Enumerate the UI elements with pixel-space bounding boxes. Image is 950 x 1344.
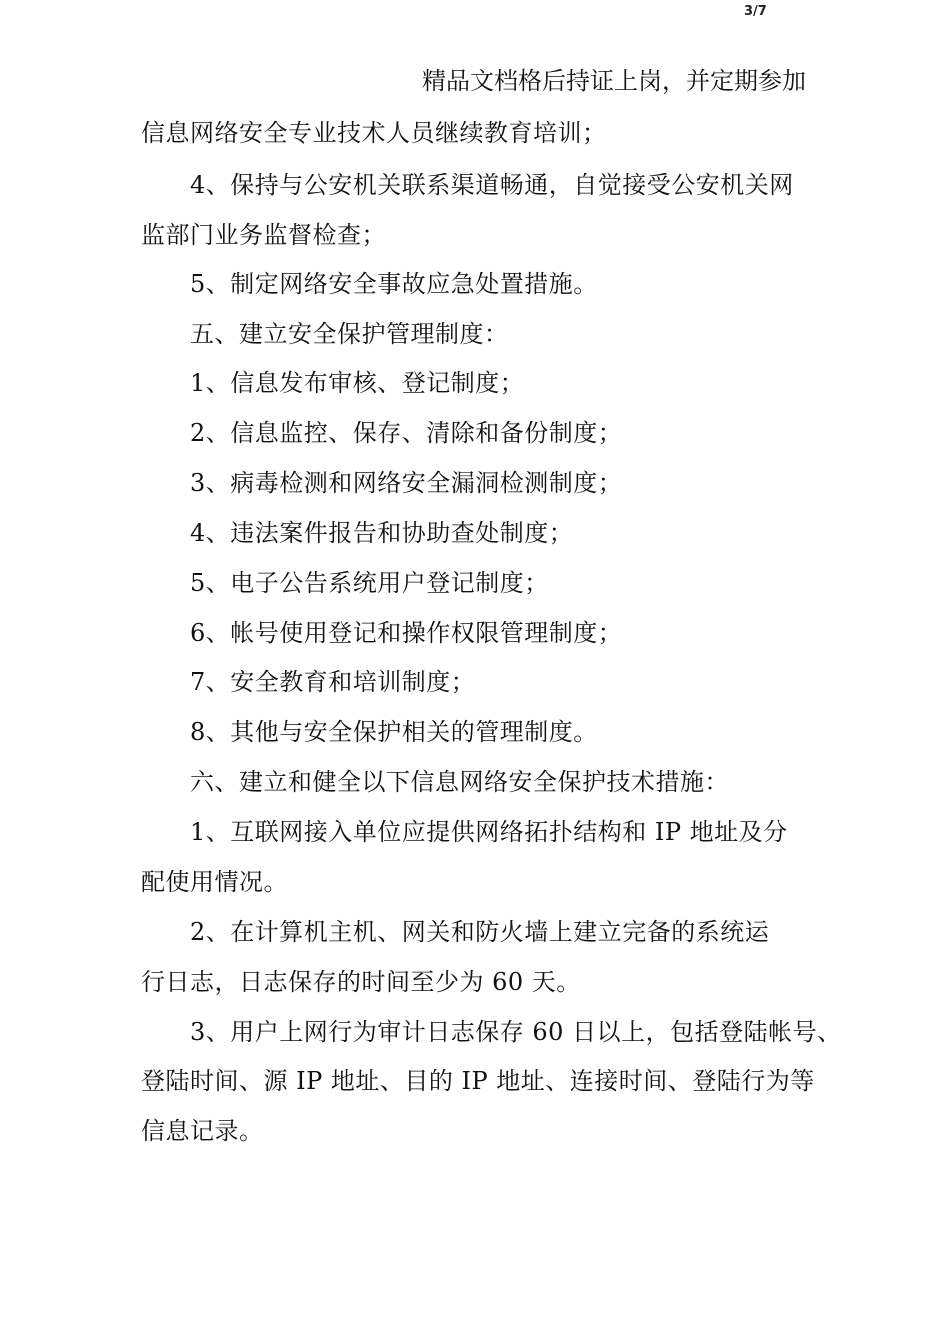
list-item: 1、信息发布审核、登记制度； <box>190 369 525 397</box>
paragraph-line: 3、用户上网行为审计日志保存 60 日以上，包括登陆帐号、 <box>190 1018 842 1046</box>
paragraph-line: 1、互联网接入单位应提供网络拓扑结构和 IP 地址及分 <box>190 818 788 846</box>
list-item: 6、帐号使用登记和操作权限管理制度； <box>190 619 623 647</box>
paragraph-line: 配使用情况。 <box>141 868 288 896</box>
list-item: 4、违法案件报告和协助查处制度； <box>190 519 574 547</box>
list-item: 3、病毒检测和网络安全漏洞检测制度； <box>190 469 623 497</box>
document-header-line: 精品文档格后持证上岗，并定期参加 <box>422 67 806 95</box>
paragraph-line: 登陆时间、源 IP 地址、目的 IP 地址、连接时间、登陆行为等 <box>141 1067 815 1095</box>
paragraph-line: 信息记录。 <box>141 1117 264 1145</box>
paragraph-line: 5、制定网络安全事故应急处置措施。 <box>190 270 598 298</box>
paragraph-line: 行日志，日志保存的时间至少为 60 天。 <box>141 968 581 996</box>
paragraph-line: 信息网络安全专业技术人员继续教育培训； <box>141 119 607 147</box>
paragraph-line: 2、在计算机主机、网关和防火墙上建立完备的系统运 <box>190 918 770 946</box>
list-item: 5、电子公告系统用户登记制度； <box>190 569 549 597</box>
paragraph-line: 监部门业务监督检查； <box>141 221 386 249</box>
paragraph-line: 4、保持与公安机关联系渠道畅通，自觉接受公安机关网 <box>190 171 794 199</box>
list-item: 2、信息监控、保存、清除和备份制度； <box>190 419 623 447</box>
section-heading: 五、建立安全保护管理制度： <box>190 320 509 348</box>
list-item: 7、安全教育和培训制度； <box>190 668 476 696</box>
list-item: 8、其他与安全保护相关的管理制度。 <box>190 718 598 746</box>
section-heading: 六、建立和健全以下信息网络安全保护技术措施： <box>190 768 729 796</box>
page-number: 3/7 <box>744 4 767 19</box>
